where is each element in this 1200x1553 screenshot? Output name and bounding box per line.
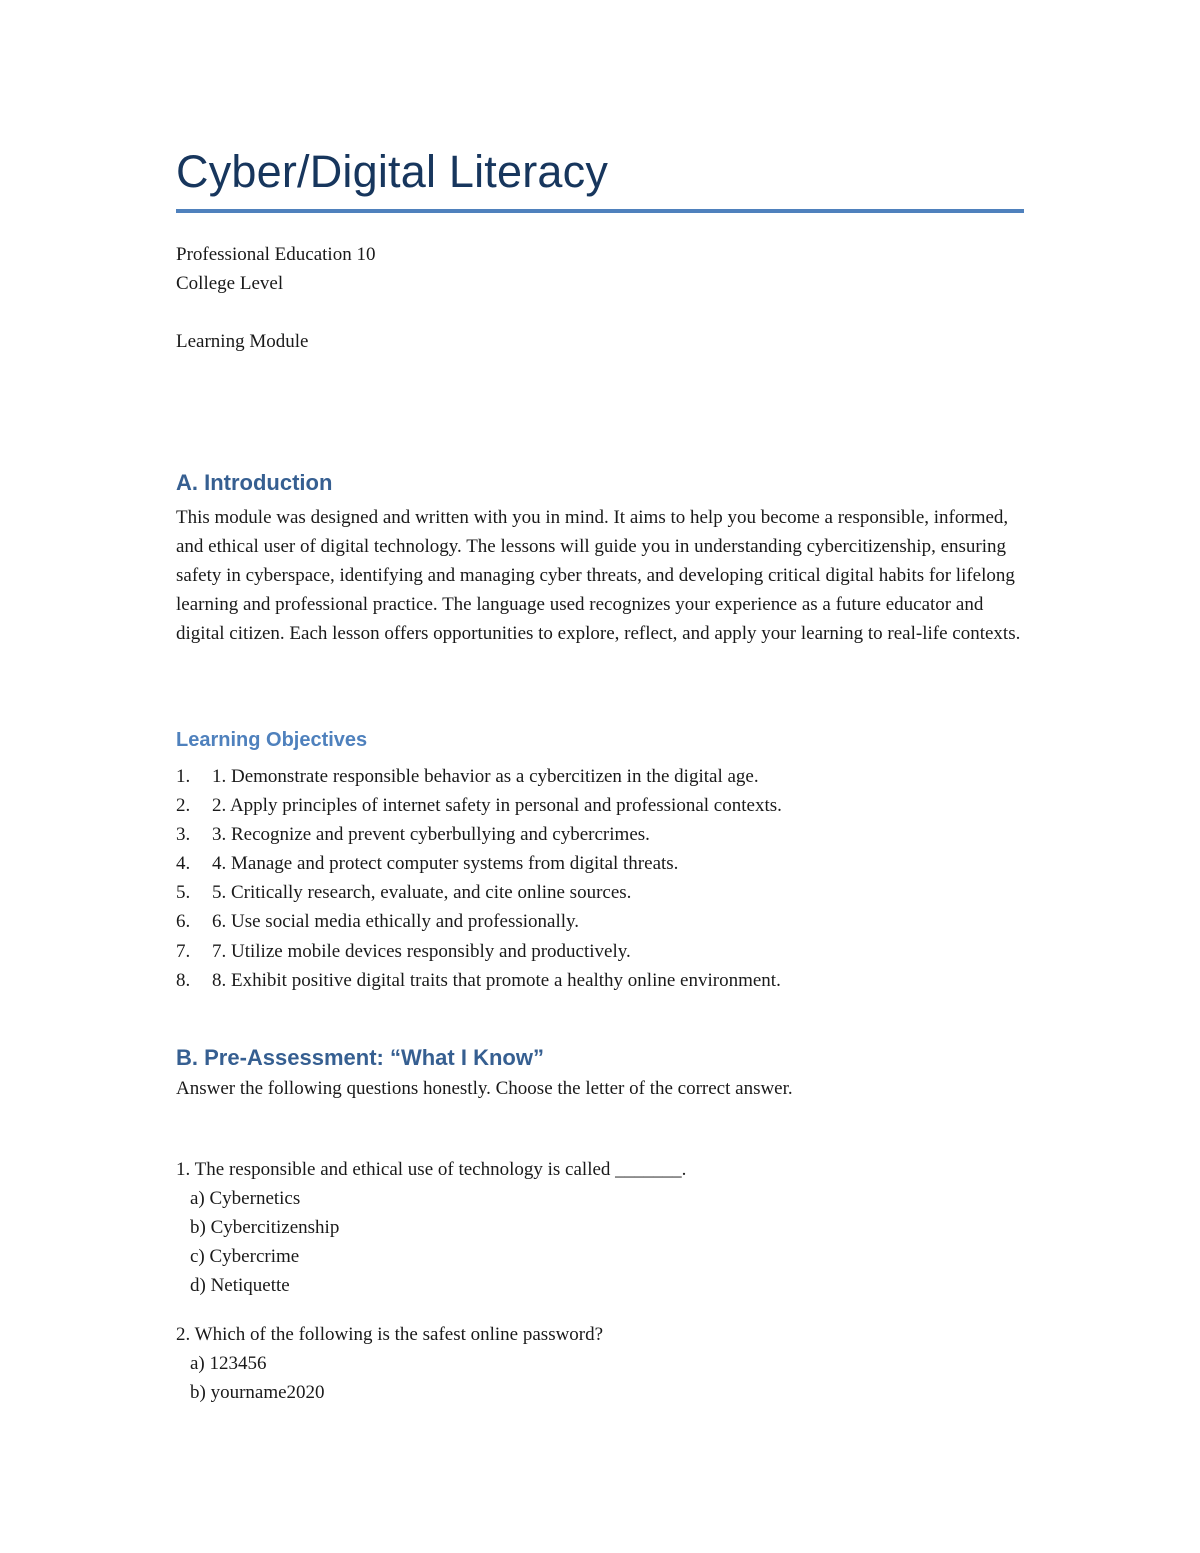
objectives-list — [176, 762, 1024, 995]
answer-options — [176, 1349, 1024, 1407]
list-item-number: 5. — [176, 882, 191, 904]
list-item — [176, 937, 1024, 966]
introduction-heading: A. Introduction — [176, 470, 333, 495]
list-item — [176, 820, 1024, 849]
list-item-number: 3. — [176, 824, 191, 846]
pre-assessment-instruction: Answer the following questions honestly. Choose the letter of the correct answer. — [176, 1078, 793, 1099]
answer-option: d) Netiquette — [190, 1275, 290, 1296]
answer-option: c) Cybercrime — [190, 1246, 300, 1267]
list-item-number: 4. — [176, 853, 191, 875]
list-item-text: 4. Manage and protect computer systems from digital threats. — [212, 853, 679, 875]
list-item-text: 8. Exhibit positive digital traits that promote a healthy online environment. — [212, 969, 781, 991]
introduction-body: This module was designed and written with you in mind. It aims to help you become a responsible, informed, and ethical user of digital technology. The lessons will guide you in understanding cybercitizenship, ensuring safety in cyberspace, identifying and managing cyber threats, and developing critical digital habits for lifelong learning and professional practice. The language used recognizes your experience as a future educator and digital citizen. Each lesson offers opportunities to explore, reflect, and apply your learning to real-life contexts. — [176, 507, 1021, 644]
course-name: Professional Education 10 — [176, 244, 376, 265]
question-text: 2. Which of the following is the safest online password? — [176, 1324, 604, 1345]
title-underline-rule — [176, 209, 1024, 213]
list-item — [176, 791, 1024, 820]
list-item-number: 1. — [176, 766, 191, 787]
list-item-text: 1. Demonstrate responsible behavior as a cybercitizen in the digital age. — [212, 766, 759, 787]
list-item-number: 2. — [176, 795, 191, 817]
list-item — [176, 907, 1024, 936]
list-item-text: 2. Apply principles of internet safety in personal and professional contexts. — [212, 795, 782, 817]
list-item — [176, 762, 1024, 791]
document-title: Cyber/Digital Literacy — [176, 146, 609, 197]
answer-option: a) 123456 — [190, 1353, 267, 1374]
list-item — [176, 966, 1024, 995]
list-item-text: 6. Use social media ethically and professionally. — [212, 911, 580, 933]
answer-option: b) Cybercitizenship — [190, 1217, 340, 1238]
list-item-text: 3. Recognize and prevent cyberbullying and cybercrimes. — [212, 824, 650, 846]
objectives-heading: Learning Objectives — [176, 729, 368, 751]
list-item — [176, 849, 1024, 878]
question-2 — [176, 1320, 1024, 1407]
module-type: Learning Module — [176, 331, 309, 352]
answer-option: a) Cybernetics — [190, 1188, 301, 1209]
answer-options — [176, 1184, 1024, 1300]
course-level: College Level — [176, 273, 284, 294]
list-item — [176, 878, 1024, 907]
list-item-text: 5. Critically research, evaluate, and cite online sources. — [212, 882, 632, 904]
list-item-number: 6. — [176, 911, 191, 933]
list-item-number: 8. — [176, 969, 191, 991]
pre-assessment-heading: B. Pre-Assessment: “What I Know” — [176, 1045, 544, 1070]
question-1 — [176, 1155, 1024, 1300]
list-item-text: 7. Utilize mobile devices responsibly and productively. — [212, 940, 631, 962]
list-item-number: 7. — [176, 940, 191, 962]
answer-option: b) yourname2020 — [190, 1382, 325, 1403]
question-text: 1. The responsible and ethical use of technology is called _______. — [176, 1159, 687, 1180]
